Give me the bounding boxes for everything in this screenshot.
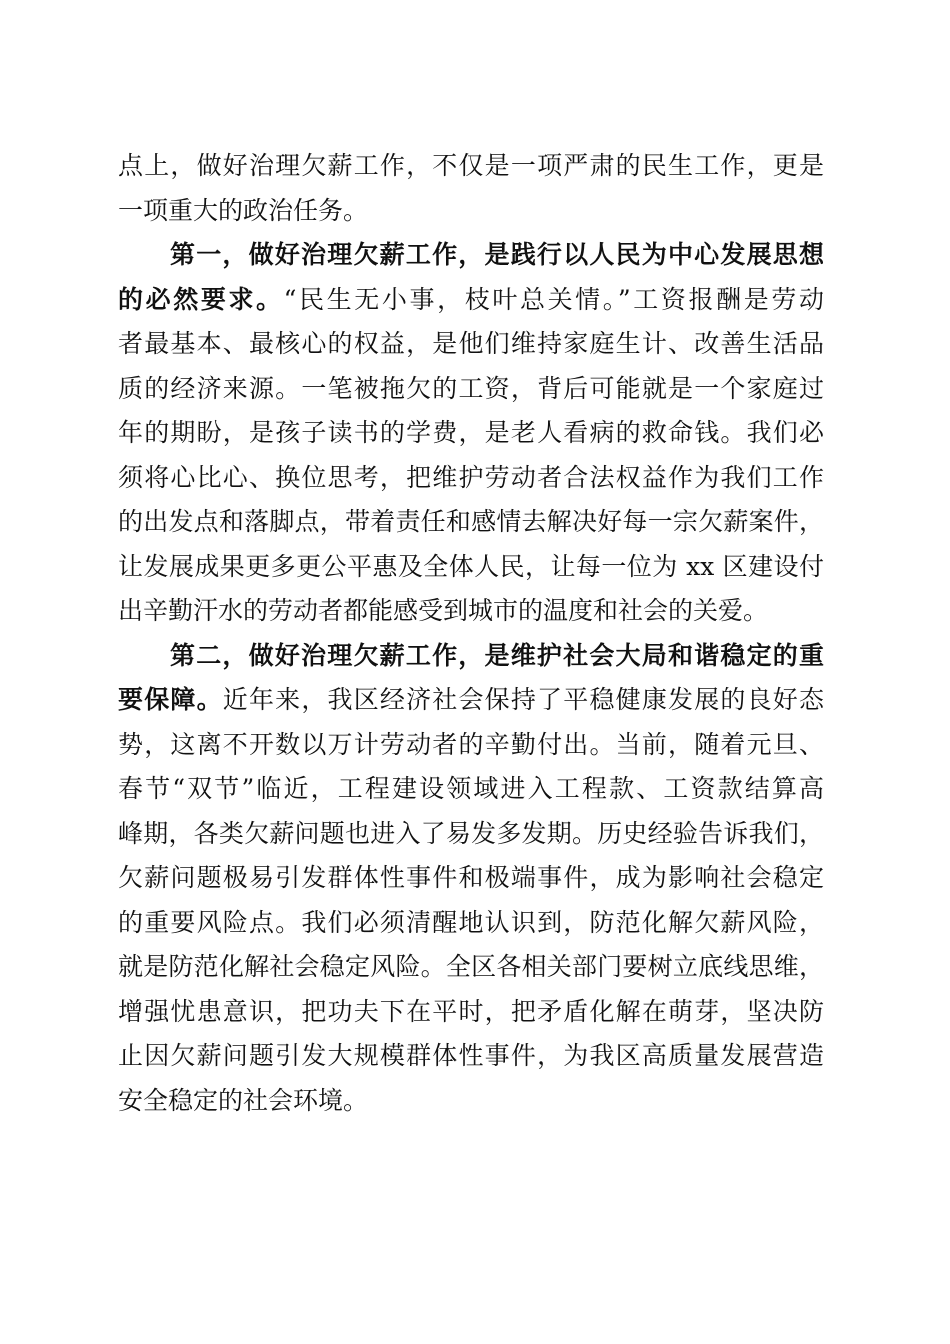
text-line (118, 634, 824, 679)
text-line (118, 1034, 824, 1079)
bold-lead-text: 的必然要求。 (118, 284, 284, 314)
text-line (118, 589, 824, 634)
body-text: 增强忧患意识，把功夫下在平时，把矛盾化解在萌芽，坚决防 (118, 996, 824, 1026)
text-line (118, 322, 824, 367)
body-text: 的出发点和落脚点，带着责任和感情去解决好每一宗欠薪案件， (118, 507, 824, 536)
body-text: 势，这离不开数以万计劳动者的辛勤付出。当前，随着元旦、 (118, 729, 824, 759)
body-text: 欠薪问题极易引发群体性事件和极端事件，成为影响社会稳定 (118, 863, 824, 892)
body-text: 就是防范化解社会稳定风险。全区各相关部门要树立底线思维， (118, 952, 824, 981)
text-line (118, 723, 824, 768)
body-text: 须将心比心、换位思考，把维护劳动者合法权益作为我们工作 (118, 462, 824, 492)
body-text: 止因欠薪问题引发大规模群体性事件，为我区高质量发展营造 (118, 1041, 824, 1070)
body-text: 质的经济来源。一笔被拖欠的工资，背后可能就是一个家庭过 (118, 373, 824, 403)
text-line (118, 990, 824, 1035)
text-line (118, 189, 824, 234)
text-line (118, 144, 824, 189)
body-text: 让发展成果更多更公平惠及全体人民，让每一位为 xx 区建设付 (118, 551, 824, 581)
text-line (118, 678, 824, 723)
body-text: 近年来，我区经济社会保持了平稳健康发展的良好态 (222, 685, 824, 714)
body-text: 者最基本、最核心的权益，是他们维持家庭生计、改善生活品 (118, 329, 824, 358)
body-text: 安全稳定的社会环境。 (118, 1085, 369, 1115)
text-line (118, 233, 824, 278)
body-text: 出辛勤汗水的劳动者都能感受到城市的温度和社会的关爱。 (118, 596, 769, 625)
body-text: 峰期，各类欠薪问题也进入了易发多发期。历史经验告诉我们， (118, 818, 824, 848)
text-line (118, 278, 824, 323)
body-text: 点上，做好治理欠薪工作，不仅是一项严肃的民生工作，更是 (118, 151, 824, 180)
text-line (118, 945, 824, 990)
body-text: 春节“双节”临近，工程建设领域进入工程款、工资款结算高 (118, 774, 824, 803)
body-text: 年的期盼，是孩子读书的学费，是老人看病的救命钱。我们必 (118, 418, 824, 447)
bold-lead-text: 第二，做好治理欠薪工作，是维护社会大局和谐稳定的重 (170, 640, 824, 670)
text-line (118, 901, 824, 946)
body-text: 的重要风险点。我们必须清醒地认识到，防范化解欠薪风险， (118, 907, 824, 937)
bold-lead-text: 要保障。 (118, 685, 223, 714)
body-text: 一项重大的政治任务。 (118, 195, 369, 225)
bold-lead-text: 第一，做好治理欠薪工作，是践行以人民为中心发展思想 (170, 240, 824, 269)
text-line (118, 1079, 824, 1124)
text-line (118, 767, 824, 812)
text-line (118, 812, 824, 857)
text-line (118, 500, 824, 545)
text-line (118, 367, 824, 412)
text-line (118, 856, 824, 901)
text-line (118, 411, 824, 456)
body-text: “民生无小事，枝叶总关情。”工资报酬是劳动 (283, 284, 824, 314)
document-body (118, 144, 824, 1123)
text-line (118, 456, 824, 501)
text-line (118, 545, 824, 590)
